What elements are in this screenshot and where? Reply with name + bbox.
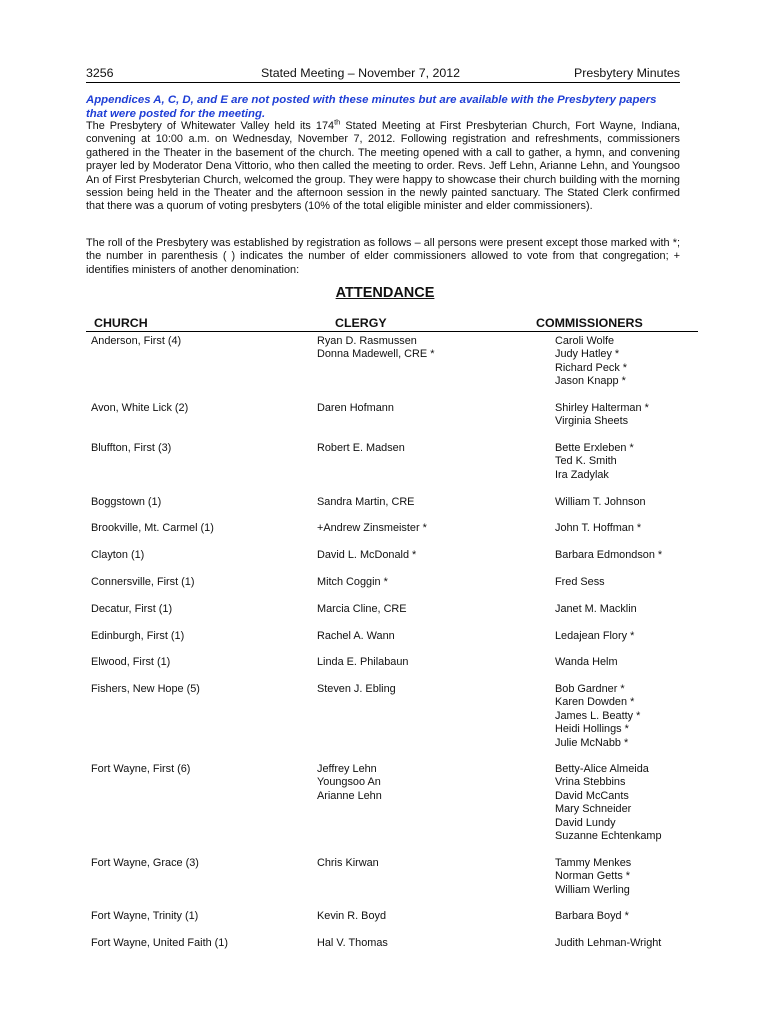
commissioner-name: Heidi Hollings * — [555, 723, 629, 736]
opening-paragraph-rest: Stated Meeting at First Presbyterian Church, Fort Wayne, Indiana, convening at 10:00 a.m. on Wednesday, November 7, 2012. Following registration and refreshments, commissioners gathered in the Theater in the basement of the church. The meeting opened with a call to gather, a hymn, and convening prayer led by Moderator Dena Vittorio, who then called the meeting to order. Revs. Jeff Lehn, Arianne Lehn, and Youngsoo An of First Presbyterian Church, welcomed the group. They were happy to showcase their church building with the morning session being held in the Theater and the afternoon session in the newly painted sanctuary. The Stated Clerk confirmed that there was a quorum of voting presbyters (10% of the total eligible minister and elder commissioners). — [86, 120, 680, 213]
commissioner-name: Caroli Wolfe — [555, 335, 615, 347]
commissioner-list — [555, 630, 634, 643]
commissioner-list — [555, 683, 640, 750]
commissioner-name: Betty-Alice Almeida — [555, 763, 649, 775]
commissioner-name: Ted K. Smith — [555, 455, 617, 468]
church-name: Boggstown (1) — [91, 496, 162, 508]
church-name: Brookville, Mt. Carmel (1) — [91, 522, 214, 534]
commissioner-name: Fred Sess — [555, 576, 605, 588]
page-number: 3256 — [86, 66, 114, 80]
column-header-clergy: CLERGY — [300, 316, 545, 332]
opening-paragraph — [86, 117, 680, 214]
commissioner-name: Barbara Edmondson * — [555, 549, 663, 561]
commissioner-name: Virginia Sheets — [555, 415, 629, 428]
clergy-list — [317, 603, 407, 616]
clergy-name: Marcia Cline, CRE — [317, 603, 407, 615]
church-name: Edinburgh, First (1) — [91, 630, 185, 642]
commissioner-name: Janet M. Macklin — [555, 603, 637, 615]
meeting-title: Stated Meeting – November 7, 2012 — [261, 66, 461, 80]
clergy-list — [317, 656, 408, 669]
commissioner-name: Shirley Halterman * — [555, 402, 649, 414]
commissioner-name: Tammy Menkes — [555, 857, 632, 869]
commissioner-name: Barbara Boyd * — [555, 910, 629, 922]
appendices-notice: Appendices A, C, D, and E are not posted with these minutes but are available with the Presbytery papers that were posted for the meeting. — [86, 94, 657, 120]
commissioner-list — [555, 335, 627, 389]
commissioner-list — [555, 496, 646, 509]
commissioner-list — [555, 402, 649, 429]
commissioner-name: James L. Beatty * — [555, 709, 641, 722]
commissioner-name: Judith Lehman-Wright — [555, 937, 662, 949]
clergy-name: Youngsoo An — [317, 776, 381, 789]
commissioner-name: William Werling — [555, 883, 630, 896]
commissioner-list — [555, 549, 662, 562]
commissioner-name: Judy Hatley * — [555, 348, 620, 361]
opening-paragraph-start: The Presbytery of Whitewater Valley held its 174 — [86, 120, 335, 132]
clergy-list — [317, 402, 394, 415]
clergy-name: Linda E. Philabaun — [317, 656, 409, 668]
church-name: Fishers, New Hope (5) — [91, 683, 200, 695]
church-name: Fort Wayne, First (6) — [91, 763, 191, 775]
clergy-list — [317, 549, 416, 562]
clergy-list — [317, 335, 434, 362]
attendance-title: ATTENDANCE — [335, 285, 435, 301]
clergy-list — [317, 496, 414, 509]
clergy-name: Arianne Lehn — [317, 789, 382, 802]
commissioner-name: Bette Erxleben * — [555, 442, 634, 454]
church-name: Fort Wayne, Grace (3) — [91, 857, 199, 869]
commissioner-name: Vrina Stebbins — [555, 776, 626, 789]
clergy-list — [317, 937, 388, 950]
commissioner-name: William T. Johnson — [555, 496, 646, 508]
clergy-name: Chris Kirwan — [317, 857, 379, 869]
church-name: Anderson, First (4) — [91, 335, 182, 347]
commissioner-name: Norman Getts * — [555, 870, 631, 883]
clergy-name: Jeffrey Lehn — [317, 763, 377, 775]
commissioner-list — [555, 763, 662, 843]
commissioner-name: Bob Gardner * — [555, 683, 625, 695]
column-header-commissioners: COMMISSIONERS — [518, 316, 698, 332]
commissioner-name: Ledajean Flory * — [555, 630, 635, 642]
clergy-name: Sandra Martin, CRE — [317, 496, 415, 508]
clergy-name: Daren Hofmann — [317, 402, 394, 414]
church-name: Fort Wayne, Trinity (1) — [91, 910, 199, 922]
commissioner-name: David McCants — [555, 789, 629, 802]
clergy-name: Kevin R. Boyd — [317, 910, 387, 922]
clergy-list — [317, 683, 396, 696]
commissioner-list — [555, 656, 618, 669]
clergy-name: Mitch Coggin * — [317, 576, 388, 588]
commissioner-name: Suzanne Echtenkamp — [555, 830, 662, 843]
church-name: Connersville, First (1) — [91, 576, 195, 588]
church-name: Clayton (1) — [91, 549, 145, 561]
church-name: Decatur, First (1) — [91, 603, 173, 615]
commissioner-name: David Lundy — [555, 816, 616, 829]
clergy-name: Hal V. Thomas — [317, 937, 388, 949]
commissioner-name: Karen Dowden * — [555, 696, 635, 709]
commissioner-list — [555, 937, 661, 950]
clergy-list — [317, 630, 395, 643]
commissioner-list — [555, 576, 605, 589]
section-title: Presbytery Minutes — [573, 66, 680, 80]
church-name: Bluffton, First (3) — [91, 442, 172, 454]
clergy-list — [317, 763, 382, 803]
commissioner-list — [555, 910, 629, 923]
clergy-list — [317, 442, 405, 455]
commissioner-name: Mary Schneider — [555, 803, 632, 816]
clergy-list — [317, 910, 386, 923]
page-header — [86, 66, 680, 83]
clergy-name: Robert E. Madsen — [317, 442, 405, 454]
commissioner-name: John T. Hoffman * — [555, 522, 642, 534]
clergy-name: Donna Madewell, CRE * — [317, 348, 435, 361]
clergy-name: Steven J. Ebling — [317, 683, 396, 695]
church-name: Fort Wayne, United Faith (1) — [91, 937, 228, 949]
commissioner-name: Wanda Helm — [555, 656, 618, 668]
commissioner-name: Richard Peck * — [555, 361, 628, 374]
clergy-name: David L. McDonald * — [317, 549, 417, 561]
clergy-name: Ryan D. Rasmussen — [317, 335, 417, 347]
column-header-church: CHURCH — [86, 316, 300, 332]
roll-paragraph: The roll of the Presbytery was established by registration as follows – all persons were present except those marked with *; the number in parenthesis ( ) indicates the number of elder commissioners allowed to vote from that congregation; + identifies ministers of another denomination: — [86, 237, 680, 276]
clergy-list — [317, 522, 427, 535]
clergy-list — [317, 576, 388, 589]
commissioner-list — [555, 603, 637, 616]
clergy-list — [317, 857, 379, 870]
church-name: Elwood, First (1) — [91, 656, 171, 668]
commissioner-list — [555, 857, 631, 897]
church-name: Avon, White Lick (2) — [91, 402, 189, 414]
clergy-name: Rachel A. Wann — [317, 630, 395, 642]
commissioner-list — [555, 522, 641, 535]
commissioner-name: Julie McNabb * — [555, 736, 629, 749]
clergy-name: +Andrew Zinsmeister * — [317, 522, 427, 534]
commissioner-name: Jason Knapp * — [555, 375, 626, 388]
commissioner-list — [555, 442, 634, 482]
commissioner-name: Ira Zadylak — [555, 468, 609, 481]
ordinal-suffix: th — [334, 117, 341, 127]
